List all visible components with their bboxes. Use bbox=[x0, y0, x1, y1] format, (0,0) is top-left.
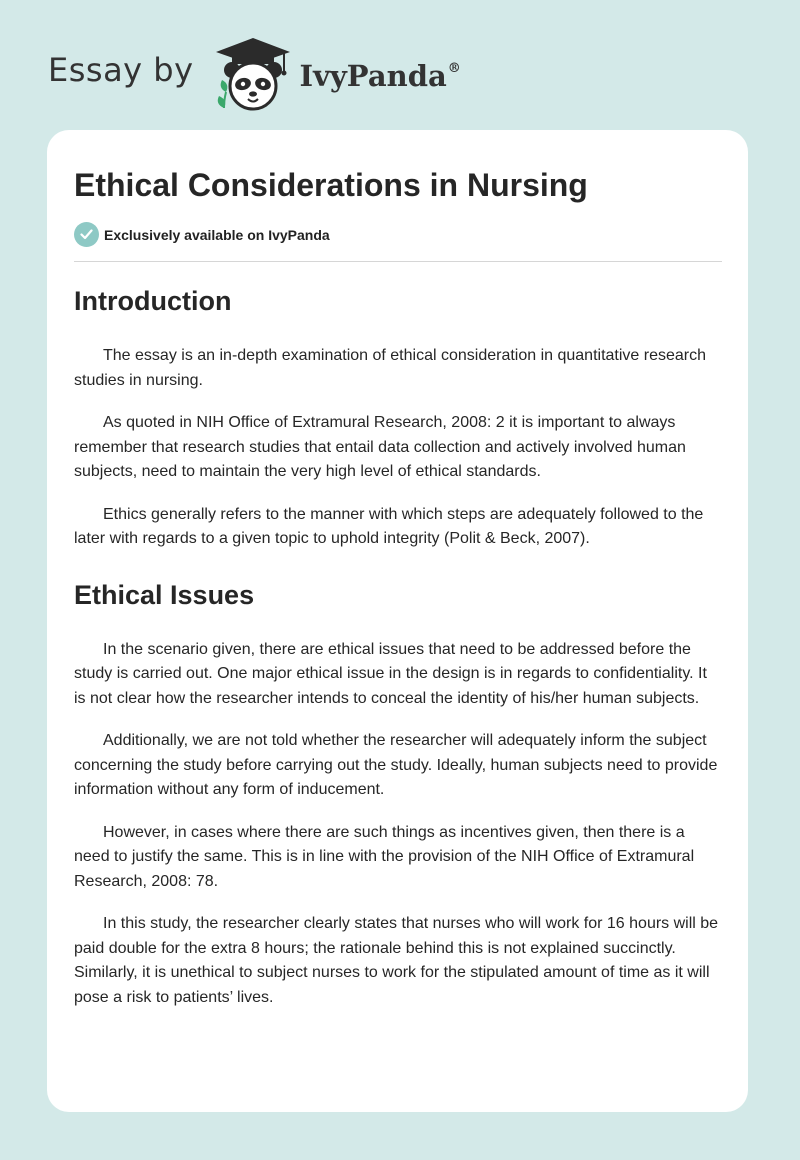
brand-name: IvyPanda® bbox=[299, 59, 461, 93]
paragraph: In the scenario given, there are ethical issues that need to be addressed before the study is carried out. One major ethical issue in the design is in regards to confidentiality. It is not clear how the researcher intends to conceal the identity of his/her human subjects. bbox=[74, 640, 707, 707]
brand-prefix: Essay by bbox=[48, 51, 194, 89]
exclusive-badge bbox=[74, 222, 722, 247]
paragraph: The essay is an in-depth examination of ethical consideration in quantitative research studies in nursing. bbox=[74, 347, 707, 389]
site-logo[interactable] bbox=[48, 34, 461, 114]
check-circle-icon bbox=[74, 222, 99, 247]
paragraph: However, in cases where there are such things as incentives given, then there is a need to justify the same. This is in line with the provision of the NIH Office of Extramural Research, 2008: 78. bbox=[74, 823, 695, 890]
divider bbox=[74, 261, 722, 262]
paragraph: Ethics generally refers to the manner with which steps are adequately followed to the later with regards to a given topic to uphold integrity (Polit & Beck, 2007). bbox=[74, 505, 704, 547]
section-heading-ethical-issues: Ethical Issues bbox=[74, 579, 255, 610]
paragraph: Additionally, we are not told whether the researcher will adequately inform the subject concerning the study before carrying out the study. Ideally, human subjects need to provide information without any form of inducement. bbox=[74, 732, 718, 798]
panda-graduate-icon bbox=[212, 34, 294, 114]
paragraph: As quoted in NIH Office of Extramural Research, 2008: 2 it is important to always remember that research studies that entail data collection and actively involved human subjects, need to maintain the very high level of ethical standards. bbox=[74, 414, 686, 480]
registered-mark: ® bbox=[447, 61, 461, 76]
section-heading-introduction: Introduction bbox=[74, 286, 232, 316]
page-title: Ethical Considerations in Nursing bbox=[74, 167, 588, 203]
paragraph: In this study, the researcher clearly states that nurses who will work for 16 hours will be paid double for the extra 8 hours; the rationale behind this is not explained succinctly. Similarly, it is unethical to subject nurses to work for the stipulated amount of time as it will pose a risk to patients’ lives. bbox=[74, 915, 719, 1006]
badge-label: Exclusively available on IvyPanda bbox=[104, 226, 330, 243]
essay-card bbox=[47, 130, 748, 1112]
